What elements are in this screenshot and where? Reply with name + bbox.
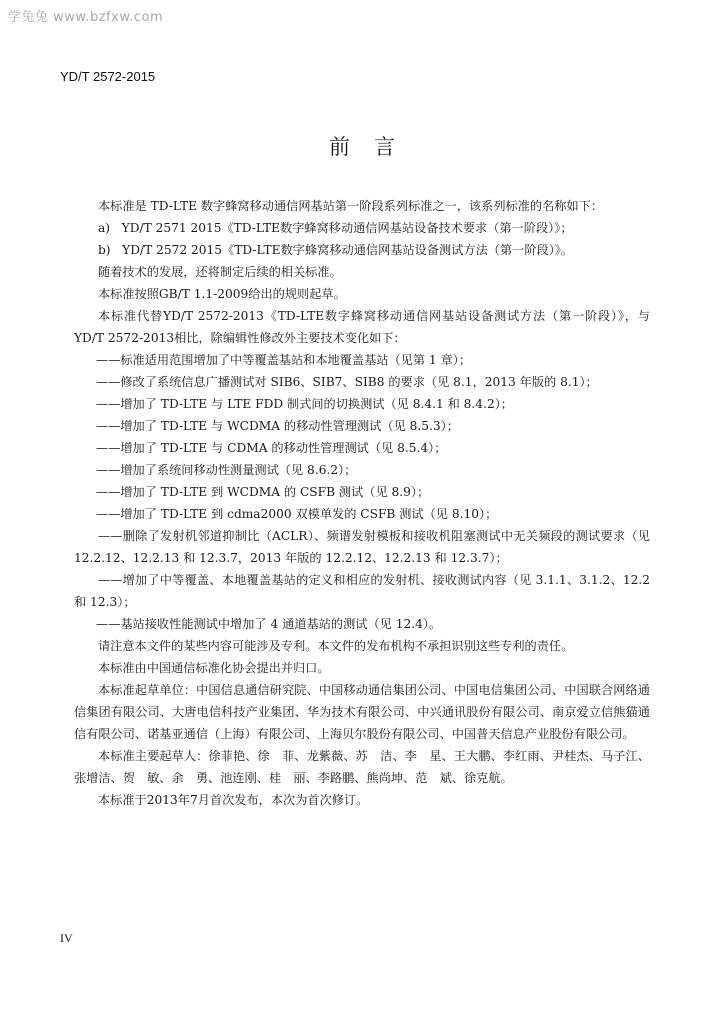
change-item: ——增加了 TD-LTE 到 WCDMA 的 CSFB 测试（见 8.9）； — [96, 485, 430, 499]
change-item: ——增加了 TD-LTE 与 WCDMA 的移动性管理测试（见 8.5.3）； — [96, 419, 459, 433]
change-item: ——增加了 TD-LTE 与 CDMA 的移动性管理测试（见 8.5.4）； — [96, 441, 447, 455]
drafting-units: 本标准起草单位：中国信息通信研究院、中国移动通信集团公司、中国电信集团公司、中国联合网络通信集团有限公司、大唐电信科技产业集团、华为技术有限公司、中兴通讯股份有限公司、南京爱立信熊猫通信有限公司、诺基亚通信（上海）有限公司、上海贝尔股份有限公司、中国普天信息产业股份有限公司。 — [74, 683, 650, 741]
document-body — [74, 195, 650, 811]
list-item-b: b) YD/T 2572 2015《TD-LTE数字蜂窝移动通信网基站设备测试方法（第一阶段）》。 — [98, 243, 574, 257]
page-number: IV — [60, 931, 73, 945]
list-item-a: a) YD/T 2571 2015《TD-LTE数字蜂窝移动通信网基站设备技术要求（第一阶段）》； — [98, 221, 573, 235]
change-item: ——基站接收性能测试中增加了 4 通道基站的测试（见 12.4）。 — [96, 617, 442, 631]
change-item: ——增加了 TD-LTE 与 LTE FDD 制式间的切换测试（见 8.4.1 和 8.4.2）； — [96, 397, 513, 411]
change-item: ——增加了中等覆盖、本地覆盖基站的定义和相应的发射机、接收测试内容（见 3.1.1、3.1.2、12.2 和 12.3）； — [74, 573, 650, 609]
paragraph: 本标准于2013年7月首次发布，本次为首次修订。 — [98, 793, 369, 807]
paragraph: 请注意本文件的某些内容可能涉及专利。本文件的发布机构不承担识别这些专利的责任。 — [98, 639, 574, 653]
change-item: ——删除了发射机邻道抑制比（ACLR）、频谱发射模板和接收机阻塞测试中无关频段的测试要求（见 12.2.12、12.2.13 和 12.3.7，2013 年版的 12.2.12、12.2.13 和 12.3.7）； — [74, 529, 650, 565]
change-item: ——增加了系统间移动性测量测试（见 8.6.2）； — [96, 463, 357, 477]
change-item: ——标准适用范围增加了中等覆盖基站和本地覆盖基站（见第 1 章）； — [96, 353, 472, 367]
paragraph: 随着技术的发展，还将制定后续的相关标准。 — [98, 265, 342, 279]
standard-code: YD/T 2572-2015 — [60, 69, 156, 84]
change-item: ——修改了系统信息广播测试对 SIB6、SIB7、SIB8 的要求（见 8.1，2013 年版的 8.1）； — [96, 375, 598, 389]
change-item: ——增加了 TD-LTE 到 cdma2000 双模单发的 CSFB 测试（见 8.10）； — [96, 507, 498, 521]
paragraph: 本标准代替YD/T 2572-2013《TD-LTE数字蜂窝移动通信网基站设备测试方法（第一阶段）》，与YD/T 2572-2013相比，除编辑性修改外主要技术变化如下： — [74, 309, 650, 345]
paragraph: 本标准由中国通信标准化协会提出并归口。 — [98, 661, 330, 675]
paragraph: 本标准是 TD-LTE 数字蜂窝移动通信网基站第一阶段系列标准之一，该系列标准的名称如下： — [98, 199, 604, 213]
drafters: 本标准主要起草人：徐菲艳、徐 菲、龙紫薇、苏 洁、李 星、王大鹏、李红雨、尹桂杰、马子江、张增洁、贺 敏、余 勇、池连刚、桂 丽、李路鹏、熊尚坤、范 斌、徐克航。 — [74, 749, 650, 785]
page-title: 前言 — [329, 135, 419, 159]
watermark: 学兔兔 www.bzfxw.com — [8, 10, 164, 25]
paragraph: 本标准按照GB/T 1.1-2009给出的规则起草。 — [98, 287, 346, 301]
